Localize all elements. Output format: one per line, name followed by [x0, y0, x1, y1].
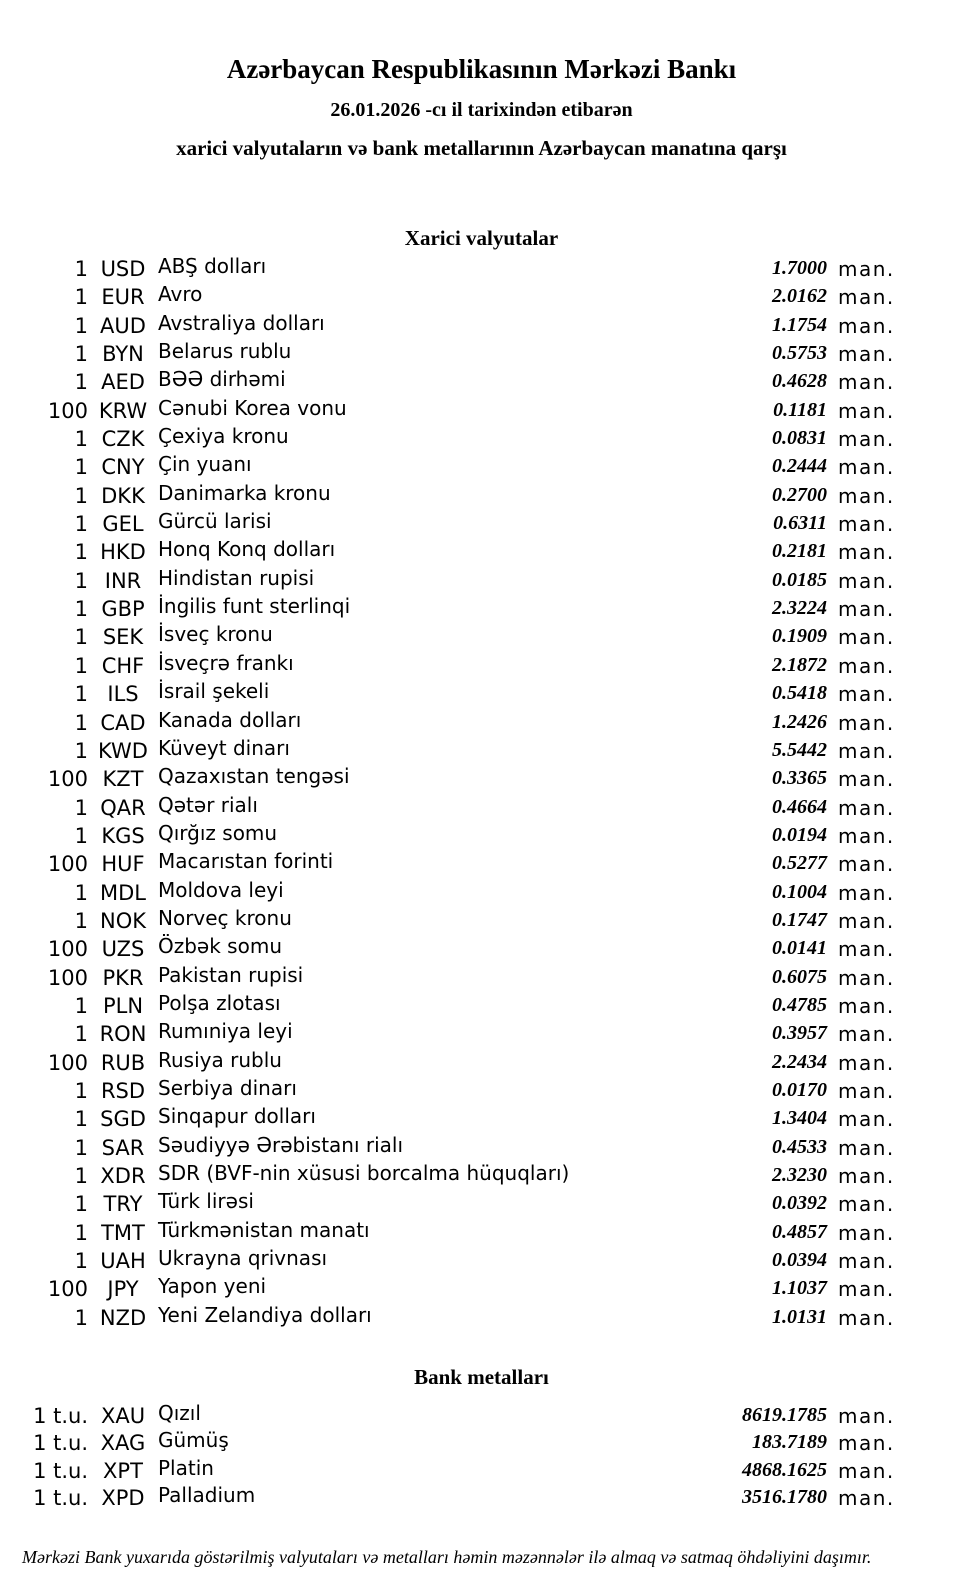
currency-unit-label: man.: [838, 257, 895, 281]
currency-rate: 0.2700: [772, 483, 827, 506]
currency-rate: 2.1872: [772, 653, 827, 676]
currency-row: [0, 1274, 963, 1305]
currency-rate: 5.5442: [772, 738, 827, 761]
currency-row: [0, 1246, 963, 1277]
currency-code: KGS: [101, 823, 145, 848]
currency-row: [0, 990, 963, 1022]
currency-quantity: 1: [74, 512, 88, 537]
currency-rate: 1.1037: [772, 1277, 827, 1300]
currency-code: GEL: [102, 512, 144, 537]
currency-row: [0, 594, 963, 625]
metal-rate: 3516.1780: [742, 1486, 827, 1509]
currency-rate: 2.3230: [772, 1164, 827, 1186]
currency-quantity: 1: [74, 342, 88, 367]
currency-quantity: 1: [74, 1192, 88, 1217]
currency-quantity: 1: [74, 795, 88, 820]
currency-rate: 0.1181: [773, 398, 827, 421]
currency-row: [0, 1161, 963, 1192]
currency-code: CNY: [101, 455, 145, 480]
currency-quantity: 1: [74, 1249, 88, 1274]
currency-name: Yeni Zelandiya dolları: [158, 1302, 372, 1327]
currency-quantity: 100: [47, 852, 88, 877]
currency-code: PLN: [102, 993, 144, 1018]
currency-unit-label: man.: [838, 597, 895, 622]
currency-quantity: 1: [74, 908, 88, 933]
currency-rate: 0.3957: [772, 1022, 827, 1045]
currency-quantity: 1: [74, 1078, 88, 1103]
metal-rate: 183.7189: [752, 1431, 827, 1454]
currency-row: [0, 962, 963, 994]
currencies-section-heading: Xarici valyutalar: [404, 226, 559, 250]
currency-code: SAR: [101, 1135, 145, 1160]
currency-name: Norveç kronu: [158, 905, 292, 930]
currency-rate: 2.0162: [772, 285, 827, 308]
currency-rate: 0.5277: [772, 852, 827, 875]
currency-quantity: 1: [74, 597, 88, 622]
currency-name: Avro: [158, 282, 203, 307]
currency-name: BƏƏ dirhəmi: [158, 367, 286, 392]
currency-rate: 0.0831: [772, 427, 827, 450]
currency-quantity: 1: [74, 1107, 88, 1132]
currency-unit-label: man.: [838, 1164, 895, 1188]
metal-unit-label: man.: [838, 1404, 895, 1429]
currency-row: [0, 480, 963, 512]
currency-unit-label: man.: [838, 1135, 895, 1160]
currency-rate: 2.2434: [772, 1050, 827, 1073]
currency-name: Rusiya rublu: [158, 1047, 282, 1072]
currency-code: TMT: [101, 1220, 145, 1245]
currency-unit-label: man.: [838, 1078, 895, 1103]
currency-quantity: 1: [74, 568, 88, 593]
currency-quantity: 100: [47, 767, 88, 792]
currency-code: CHF: [101, 653, 145, 678]
currency-code: JPY: [107, 1277, 139, 1302]
currency-row: [0, 367, 963, 398]
currency-rate: 0.0141: [772, 937, 827, 960]
currency-quantity: 100: [47, 1277, 88, 1302]
currency-code: RON: [99, 1022, 147, 1047]
currency-quantity: 1: [74, 1022, 88, 1047]
currency-unit-label: man.: [838, 710, 895, 735]
currency-rate: 0.1004: [772, 880, 827, 903]
currency-unit-label: man.: [838, 852, 895, 877]
currency-unit-label: man.: [838, 1249, 895, 1274]
currency-quantity: 1: [74, 257, 88, 281]
metal-code: XAU: [100, 1404, 146, 1429]
currency-unit-label: man.: [838, 427, 895, 452]
currency-row: [0, 877, 963, 909]
metal-quantity: 1 t.u.: [33, 1404, 88, 1429]
currency-unit-label: man.: [838, 880, 895, 905]
currency-unit-label: man.: [838, 993, 895, 1018]
currency-unit-label: man.: [838, 653, 895, 678]
currency-rate: 0.0392: [772, 1192, 827, 1215]
currency-rate: 0.0170: [772, 1078, 827, 1101]
currency-row: [0, 1189, 963, 1220]
currency-rate: 0.3365: [772, 767, 827, 790]
metal-unit-label: man.: [838, 1431, 895, 1456]
currency-quantity: 1: [74, 1305, 88, 1330]
currency-rate: 0.1909: [772, 625, 827, 648]
currency-code: HKD: [100, 540, 146, 565]
currency-name: Avstraliya dolları: [158, 310, 325, 335]
currency-name: Serbiya dinarı: [158, 1075, 297, 1100]
currency-unit-label: man.: [838, 483, 895, 508]
currency-quantity: 100: [47, 1050, 88, 1075]
currency-name: Kanada dolları: [158, 707, 302, 732]
currency-unit-label: man.: [838, 313, 895, 338]
currency-code: MDL: [100, 880, 146, 905]
currency-code: DKK: [101, 483, 145, 508]
currency-name: İsveçrə frankı: [158, 650, 294, 675]
metal-code: XAG: [100, 1431, 146, 1456]
currency-quantity: 1: [74, 880, 88, 905]
currency-name: Rumıniya leyi: [158, 1019, 293, 1044]
metal-quantity: 1 t.u.: [33, 1431, 88, 1456]
currency-row: [0, 1217, 963, 1249]
currency-name: Özbək somu: [158, 934, 282, 959]
currency-quantity: 1: [74, 427, 88, 452]
metal-row: [0, 1455, 963, 1486]
currency-row: [0, 537, 963, 568]
currency-code: PKR: [102, 965, 144, 990]
currency-unit-label: man.: [838, 937, 895, 962]
metal-quantity: 1 t.u.: [33, 1458, 88, 1483]
metal-name: Platin: [158, 1455, 214, 1480]
currency-name: Türk lirəsi: [158, 1189, 254, 1214]
currency-code: UAH: [100, 1249, 146, 1274]
currency-quantity: 1: [74, 1164, 88, 1188]
currency-quantity: 1: [74, 285, 88, 310]
metal-rate: 8619.1785: [742, 1404, 827, 1427]
metal-name: Palladium: [158, 1483, 256, 1508]
currency-rate: 0.6075: [772, 965, 827, 988]
metal-name: Qızıl: [158, 1401, 201, 1426]
currency-quantity: 1: [74, 313, 88, 338]
currency-row: [0, 282, 963, 313]
currency-rate: 0.4533: [772, 1135, 827, 1158]
currency-rate: 0.6311: [773, 512, 827, 535]
currency-quantity: 100: [47, 937, 88, 962]
currency-row: [0, 792, 963, 824]
currency-name: Moldova leyi: [158, 877, 284, 902]
currency-code: TRY: [103, 1192, 143, 1217]
currency-quantity: 1: [74, 710, 88, 735]
metal-code: XPT: [103, 1458, 143, 1483]
currency-unit-label: man.: [838, 965, 895, 990]
currency-row: [0, 650, 963, 682]
currency-code: NOK: [99, 908, 146, 933]
currency-code: QAR: [100, 795, 146, 820]
currency-name: Hindistan rupisi: [158, 565, 315, 590]
currency-rate: 1.0131: [772, 1305, 827, 1328]
currency-row: [0, 1019, 963, 1050]
currency-unit-label: man.: [838, 795, 895, 820]
currency-name: Honq Konq dolları: [158, 537, 336, 562]
currency-row: [0, 735, 963, 767]
currency-name: ABŞ dolları: [158, 254, 267, 278]
currency-name: Cənubi Korea vonu: [158, 395, 347, 420]
currency-unit-label: man.: [838, 1277, 895, 1302]
currency-name: İngilis funt sterlinqi: [158, 594, 351, 619]
currency-name: Küveyt dinarı: [158, 735, 290, 760]
currency-unit-label: man.: [838, 285, 895, 310]
currency-row: [0, 310, 963, 342]
currency-row: [0, 622, 963, 653]
metal-unit-label: man.: [838, 1486, 895, 1511]
currency-unit-label: man.: [838, 1220, 895, 1245]
currency-rate: 0.0194: [772, 823, 827, 846]
currency-rate: 0.4664: [772, 795, 827, 818]
currency-name: Yapon yeni: [158, 1274, 267, 1299]
currency-code: KRW: [98, 398, 148, 423]
currency-name: Danimarka kronu: [158, 480, 331, 505]
currency-code: XDR: [100, 1164, 146, 1188]
currency-row: [0, 1104, 963, 1135]
disclaimer-text: Mərkəzi Bank yuxarıda göstərilmiş valyutaları və metalları həmin məzənnələr ilə almaq və satmaq öhdəliyini daşımır.: [22, 1546, 872, 1567]
currency-name: Polşa zlotası: [158, 990, 281, 1015]
currency-code: INR: [104, 568, 142, 593]
currency-row: [0, 509, 963, 540]
currency-quantity: 1: [74, 540, 88, 565]
currency-quantity: 100: [47, 398, 88, 423]
currency-rate: 0.1747: [772, 908, 827, 931]
currency-code: HUF: [101, 852, 145, 877]
currency-code: KWD: [98, 738, 148, 763]
currency-rate: 0.5753: [772, 342, 827, 365]
currency-unit-label: man.: [838, 1107, 895, 1132]
currency-name: İsveç kronu: [158, 622, 273, 647]
currency-name: Ukrayna qrivnası: [158, 1246, 328, 1271]
currency-row: [0, 764, 963, 795]
currency-rate: 0.0394: [772, 1249, 827, 1272]
currency-name: Pakistan rupisi: [158, 962, 304, 987]
currency-unit-label: man.: [838, 398, 895, 423]
currency-code: USD: [100, 257, 146, 281]
currency-code: SGD: [100, 1107, 146, 1132]
currency-unit-label: man.: [838, 455, 895, 480]
currency-code: BYN: [102, 342, 144, 367]
currency-rate: 0.2181: [772, 540, 827, 563]
currency-code: ILS: [107, 682, 139, 707]
currency-name: Sinqapur dolları: [158, 1104, 316, 1129]
currency-unit-label: man.: [838, 823, 895, 848]
currency-quantity: 1: [74, 625, 88, 650]
currency-row: [0, 1302, 963, 1334]
currency-unit-label: man.: [838, 625, 895, 650]
currency-name: Çexiya kronu: [158, 424, 289, 449]
currency-name: Qırğız somu: [158, 820, 278, 845]
currency-quantity: 1: [74, 653, 88, 678]
metal-code: XPD: [101, 1486, 145, 1511]
metal-unit-label: man.: [838, 1458, 895, 1483]
currency-unit-label: man.: [838, 370, 895, 395]
currency-name: Çin yuanı: [158, 452, 252, 477]
page-subtitle: xarici valyutaların və bank metallarının Azərbaycan manatına qarşı: [176, 136, 787, 160]
currency-quantity: 1: [74, 483, 88, 508]
currency-code: NZD: [99, 1305, 147, 1330]
currency-rate: 1.3404: [772, 1107, 827, 1130]
currency-name: Qazaxıstan tengəsi: [158, 764, 350, 789]
currency-name: Gürcü larisi: [158, 509, 272, 534]
currency-unit-label: man.: [838, 342, 895, 367]
currency-rate: 1.2426: [772, 710, 827, 733]
currency-code: SEK: [102, 625, 144, 650]
currency-rate: 0.4628: [772, 370, 827, 393]
currency-code: GBP: [101, 597, 145, 622]
currency-row: [0, 934, 963, 965]
currency-quantity: 1: [74, 993, 88, 1018]
currency-row: [0, 1075, 963, 1107]
metals-section-heading: Bank metalları: [414, 1365, 549, 1390]
currency-quantity: 1: [74, 682, 88, 707]
currency-code: EUR: [101, 285, 145, 310]
currency-row: [0, 452, 963, 483]
currency-quantity: 100: [47, 965, 88, 990]
currencies-table: [0, 254, 963, 1334]
currency-unit-label: man.: [838, 568, 895, 593]
currency-rate: 1.7000: [772, 257, 827, 279]
currency-rate: 1.1754: [772, 313, 827, 336]
currency-row: [0, 707, 963, 739]
currency-quantity: 1: [74, 455, 88, 480]
metal-row: [0, 1401, 963, 1431]
currency-unit-label: man.: [838, 512, 895, 537]
currency-rate: 2.3224: [772, 597, 827, 620]
currency-rate: 0.4785: [772, 993, 827, 1016]
currency-rate: 0.0185: [772, 568, 827, 591]
currency-code: AED: [101, 370, 145, 395]
currency-code: CAD: [100, 710, 146, 735]
currency-row: [0, 424, 963, 455]
metals-table: [0, 1401, 963, 1514]
currency-row: [0, 820, 963, 852]
currency-name: Belarus rublu: [158, 339, 292, 364]
currency-row: [0, 339, 963, 370]
currency-row: [0, 395, 963, 427]
currency-name: Qətər rialı: [158, 792, 258, 817]
effective-date: 26.01.2026 -cı il tarixindən etibarən: [330, 99, 633, 121]
currency-row: [0, 1132, 963, 1164]
currency-code: KZT: [102, 767, 144, 792]
currency-name: Türkmənistan manatı: [158, 1217, 370, 1242]
page-title: Azərbaycan Respublikasının Mərkəzi Bankı: [226, 54, 737, 84]
currency-row: [0, 905, 963, 937]
metal-name: Gümüş: [158, 1428, 229, 1453]
currency-code: RUB: [100, 1050, 146, 1075]
currency-name: İsrail şekeli: [158, 679, 270, 704]
currency-unit-label: man.: [838, 908, 895, 933]
currency-unit-label: man.: [838, 738, 895, 763]
currency-row: [0, 565, 963, 597]
currency-code: AUD: [100, 313, 146, 338]
currency-rate: 0.5418: [772, 682, 827, 705]
currency-unit-label: man.: [838, 1050, 895, 1075]
metal-row: [0, 1483, 963, 1513]
currency-name: Macarıstan forinti: [158, 849, 334, 874]
currency-row: [0, 679, 963, 710]
currency-name: Səudiyyə Ərəbistanı rialı: [158, 1132, 404, 1157]
currency-row: [0, 254, 963, 285]
currency-rate: 0.2444: [772, 455, 827, 478]
currency-row: [0, 1047, 963, 1079]
metal-rate: 4868.1625: [742, 1458, 827, 1481]
currency-unit-label: man.: [838, 1022, 895, 1047]
currency-row: [0, 849, 963, 880]
currency-rate: 0.4857: [772, 1220, 827, 1243]
currency-code: CZK: [101, 427, 145, 452]
currency-name: SDR (BVF-nin xüsusi borcalma hüquqları): [158, 1161, 570, 1185]
currency-unit-label: man.: [838, 767, 895, 792]
currency-quantity: 1: [74, 823, 88, 848]
currency-unit-label: man.: [838, 682, 895, 707]
currency-quantity: 1: [74, 738, 88, 763]
currency-quantity: 1: [74, 1220, 88, 1245]
currency-code: UZS: [101, 937, 145, 962]
currency-unit-label: man.: [838, 1192, 895, 1217]
metal-row: [0, 1428, 963, 1458]
currency-quantity: 1: [74, 370, 88, 395]
currency-quantity: 1: [74, 1135, 88, 1160]
currency-unit-label: man.: [838, 540, 895, 565]
metal-quantity: 1 t.u.: [33, 1486, 88, 1511]
currency-code: RSD: [100, 1078, 146, 1103]
currency-unit-label: man.: [838, 1305, 895, 1330]
